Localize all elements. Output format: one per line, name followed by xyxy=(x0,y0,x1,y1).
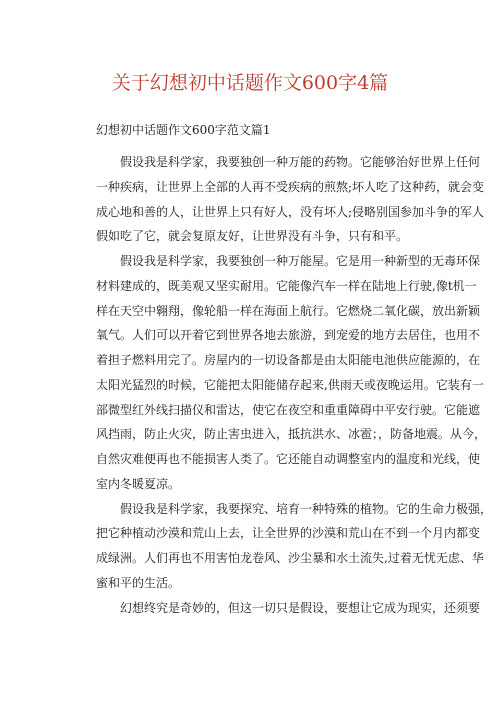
essay-line: 幻想终究是奇妙的，但这一切只是假设，要想让它成为现实，还须要 xyxy=(120,600,481,615)
essay-line: 蜜和平的生活。 xyxy=(96,575,181,590)
essay-line: 样在天空中翱翔，像轮船一样在海面上航行。它燃烧二氧化碳，放出新颖 xyxy=(96,303,481,318)
document-title: 关于幻想初中话题作文600字4篇 xyxy=(111,72,389,94)
essay-line: 假设我是科学家，我要独创一种万能的药物。它能够治好世界上任何 xyxy=(120,155,481,169)
section-heading: 幻想初中话题作文600字范文篇1 xyxy=(96,123,271,137)
essay-line: 部微型红外线扫描仪和雷达，使它在夜空和重重障碍中平安行驶。它能遮 xyxy=(96,402,481,417)
essay-line: 氧气。人们可以开着它到世界各地去旅游，到宠爱的地方去居住，也用不 xyxy=(96,328,481,343)
essay-body xyxy=(96,150,493,620)
essay-line: 把它种植动沙漠和荒山上去，让全世界的沙漠和荒山在不到一个月内都变 xyxy=(96,526,481,541)
essay-line: 假设我是科学家，我要探究、培育一种特殊的植物。它的生命力极强， xyxy=(120,501,493,516)
essay-line: 太阳光猛烈的时候，它能把太阳能储存起来,供雨天或夜晚运用。它装有一 xyxy=(96,377,484,392)
essay-line: 室内冬暖夏凉。 xyxy=(96,476,181,491)
essay-line: 一种疾病，让世界上全部的人再不受疾病的煎熬;坏人吃了这种药，就会变 xyxy=(96,179,485,194)
essay-line: 假如吃了它，就会复原友好，让世界没有斗争，只有和平。 xyxy=(96,229,409,244)
essay-line: 材料建成的，既美观又坚实耐用。它能像汽车一样在陆地上行驶,像t机一 xyxy=(96,278,477,293)
essay-line: 着担子燃料用完了。房屋内的一切设备都是由太阳能电池供应能源的，在 xyxy=(96,353,481,367)
essay-line: 成绿洲。人们再也不用害怕龙卷风、沙尘暴和水土流失,过着无忧无虑、华 xyxy=(96,551,484,565)
essay-line: 自然灾难便再也不能损害人类了。它还能自动调整室内的温度和光线，使 xyxy=(96,452,481,466)
essay-line: 风挡雨，防止火灾，防止害虫进入，抵抗洪水、冰雹；，防备地震。从今， xyxy=(96,427,487,442)
essay-line: 成心地和善的人，让世界上只有好人，没有坏人;侵略别国参加斗争的军人 xyxy=(96,204,485,219)
essay-line: 假设我是科学家，我要独创一种万能屋。它是用一种新型的无毒环保 xyxy=(120,254,481,268)
